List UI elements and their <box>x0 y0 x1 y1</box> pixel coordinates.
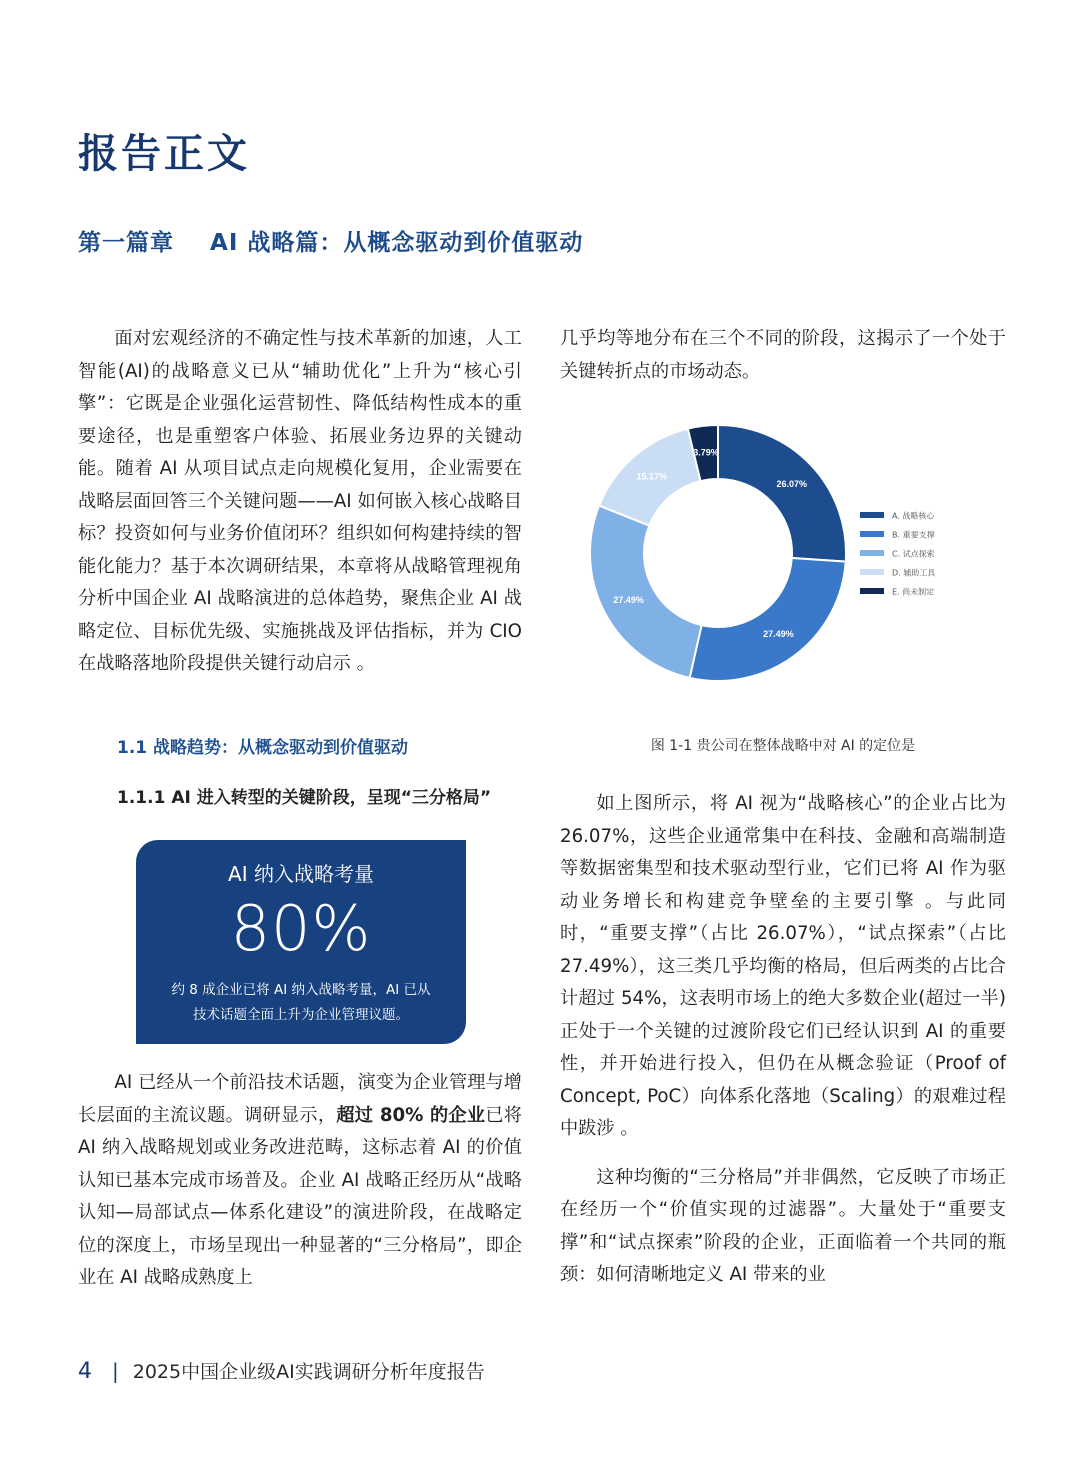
legend-swatch <box>860 550 884 556</box>
footer-report-title: 2025中国企业级AI实践调研分析年度报告 <box>132 1361 485 1383</box>
page-footer <box>78 1357 485 1384</box>
analysis-paragraph-2: 这种均衡的“三分格局”并非偶然，它反映了市场正在经历一个“价值实现的过滤器”。大量处于“重要支撑”和“试点探索”阶段的企业，正面临着一个共同的瓶颈：如何清晰地定义 AI 带来的业 <box>560 1166 1006 1285</box>
donut-slice <box>718 425 846 562</box>
legend-label: B. 重要支撑 <box>892 530 935 540</box>
footer-separator: | <box>112 1359 119 1383</box>
legend-label: A. 战略核心 <box>892 511 935 521</box>
section-heading: 1.1 战略趋势：从概念驱动到价值驱动 <box>117 738 409 758</box>
stat-value: 80% <box>230 892 372 965</box>
donut-chart <box>575 410 1005 700</box>
body-text-part2: 已将 AI 纳入战略规划或业务改进范畴，这标志着 AI 的价值认知已基本完成市场普及。企业 AI 战略正经历从“战略认知—局部试点—体系化建设”的演进阶段，在战略定位的深度上，市场呈现出一种显著的“三分格局”，即企业在 AI 战略成熟度上 <box>78 1104 522 1288</box>
slice-label: 3.79% <box>693 447 719 458</box>
intro-paragraph: 面对宏观经济的不确定性与技术革新的加速，人工智能(AI)的战略意义已从“辅助优化”上升为“核心引擎”：它既是企业强化运营韧性、降低结构性成本的重要途径，也是重塑客户体验、拓展业务边界的关键动能。随着 AI 从项目试点走向规模化复用，企业需要在战略层面回答三个关键问题——AI 如何嵌入核心战略目标？投资如何与业务价值闭环？组织如何构建持续的智能化能力？基于本次调研结果，本章将从战略管理视角分析中国企业 AI 战略演进的总体趋势，聚焦企业 AI 战略定位、目标优先级、实施挑战及评估指标，并为 CIO 在战略落地阶段提供关键行动启示 。 <box>78 328 522 674</box>
intro-paragraph-block <box>78 323 522 681</box>
donut-slice <box>690 558 846 681</box>
figure-caption: 图 1-1 贵公司在整体战略中对 AI 的定位是 <box>650 738 916 754</box>
body-text-bold: 超过 80% 的企业 <box>336 1104 486 1126</box>
subsection-heading: 1.1.1 AI 进入转型的关键阶段，呈现“三分格局” <box>117 788 492 808</box>
analysis-block <box>560 788 1006 1292</box>
legend-label: C. 试点探索 <box>892 549 935 559</box>
body-paragraph-block <box>78 1067 522 1295</box>
slice-label: 26.07% <box>776 479 808 490</box>
stat-label: AI 纳入战略考量 <box>228 862 374 886</box>
slice-label: 27.49% <box>613 594 644 605</box>
continuation-paragraph: 几乎均等地分布在三个不同的阶段，这揭示了一个处于关键转折点的市场动态。 <box>560 328 1006 382</box>
chapter-title: 第一篇章 AI 战略篇：从概念驱动到价值驱动 <box>78 230 584 256</box>
page-title: 报告正文 <box>78 131 250 177</box>
slice-label: 15.17% <box>636 471 668 482</box>
body-paragraph <box>78 1067 522 1295</box>
stat-callout-box <box>136 840 466 1044</box>
legend-swatch <box>860 531 884 537</box>
slice-label: 27.49% <box>763 629 794 640</box>
legend-swatch <box>860 512 884 518</box>
legend-label: E. 尚未制定 <box>892 587 935 597</box>
legend-swatch <box>860 569 884 575</box>
legend-label: D. 辅助工具 <box>892 568 936 578</box>
stat-description: 约 8 成企业已将 AI 纳入战略考量，AI 已从技术话题全面上升为企业管理议题。 <box>171 982 431 1023</box>
donut-slice <box>590 506 702 678</box>
legend-swatch <box>860 588 884 594</box>
continuation-block <box>560 323 1006 388</box>
page-number: 4 <box>78 1359 92 1384</box>
analysis-paragraph-1: 如上图所示，将 AI 视为“战略核心”的企业占比为 26.07%，这些企业通常集中在科技、金融和高端制造等数据密集型和技术驱动型行业，它们已将 AI 作为驱动业务增长和构建竞争壁垒的主要引擎 。与此同时，“重要支撑”（占比 26.07%），“试点探索”（占比 27.49%），这三类几乎均衡的格局，但后两类的占比合计超过 54%，这表明市场上的绝大多数企业(超过一半)正处于一个关键的过渡阶段它们已经认识到 AI 的重要性，并开始进行投入，但仍在从概念验证（Proof of Concept, PoC）向体系化落地（Scaling）的艰难过程中跋涉 。 <box>560 793 1006 1139</box>
body-text-part1: AI 已经从一个前沿技术话题，演变为企业管理与增长层面的主流议题。调研显示， <box>78 1072 522 1126</box>
